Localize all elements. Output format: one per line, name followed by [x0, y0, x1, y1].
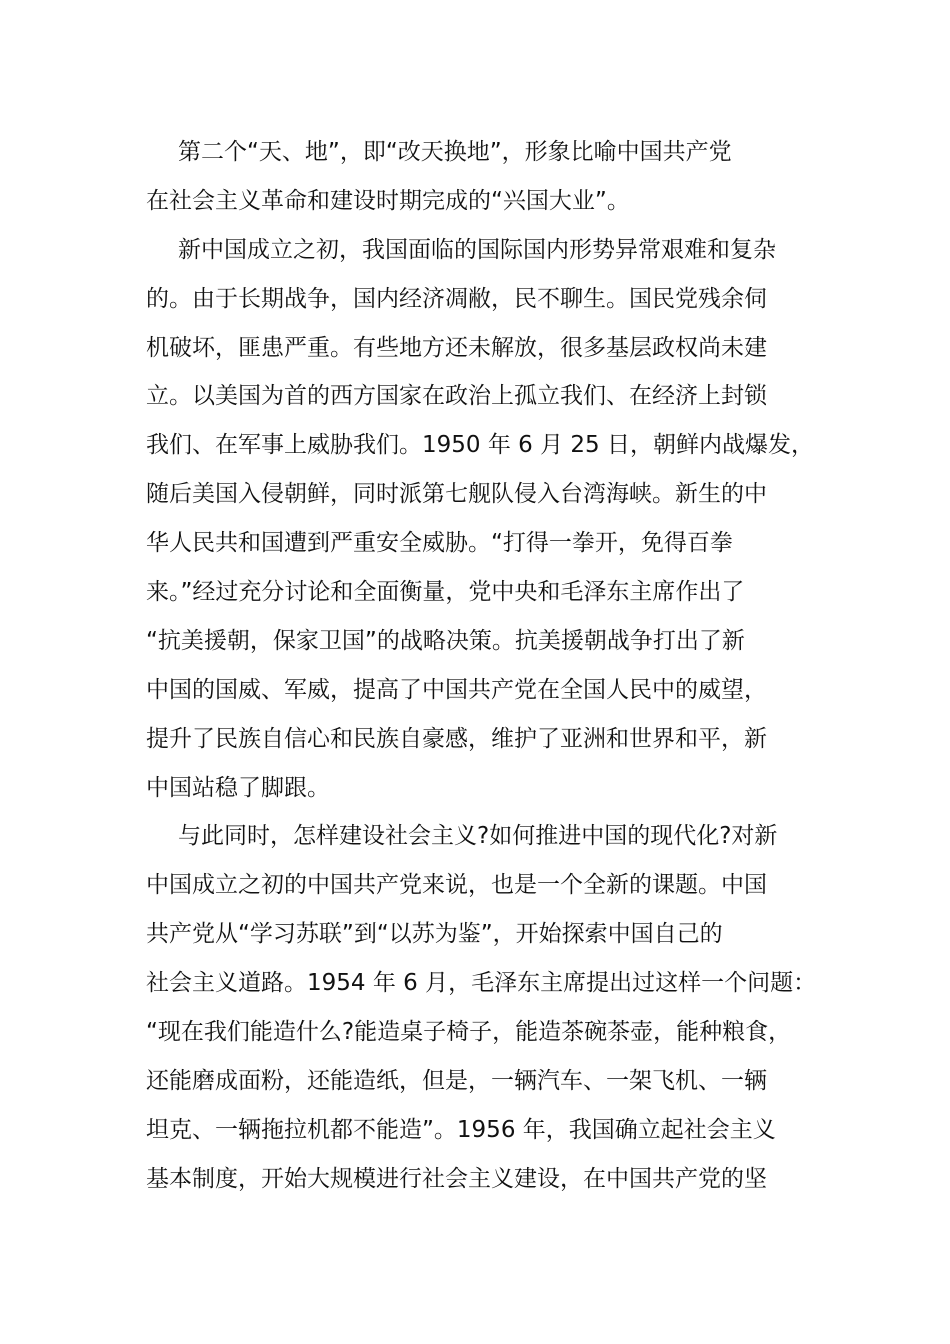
document-body	[146, 128, 826, 1204]
text-line: 中国成立之初的中国共产党来说，也是一个全新的课题。中国	[146, 872, 767, 899]
text-line: 第二个“天、地”，即“改天换地”，形象比喻中国共产党	[178, 139, 732, 165]
text-line: 在社会主义革命和建设时期完成的“兴国大业”。	[146, 187, 630, 214]
text-line: 基本制度，开始大规模进行社会主义建设，在中国共产党的坚	[146, 1165, 767, 1192]
text-line: 我们、在军事上威胁我们。1950 年 6 月 25 日，朝鲜内战爆发，	[146, 432, 814, 459]
text-line: 新中国成立之初，我国面临的国际国内形势异常艰难和复杂	[178, 236, 776, 263]
text-line: 中国站稳了脚跟。	[146, 774, 330, 801]
text-line: 共产党从“学习苏联”到“以苏为鉴”，开始探索中国自己的	[146, 921, 723, 948]
text-line: 坦克、一辆拖拉机都不能造”。1956 年，我国确立起社会主义	[146, 1116, 776, 1143]
text-line: 机破坏，匪患严重。有些地方还未解放，很多基层政权尚未建	[146, 334, 767, 361]
text-line: 的。由于长期战争，国内经济凋敝，民不聊生。国民党残余伺	[146, 285, 767, 312]
text-line: 中国的国威、军威，提高了中国共产党在全国人民中的威望，	[146, 676, 767, 703]
text-line: 随后美国入侵朝鲜，同时派第七舰队侵入台湾海峡。新生的中	[146, 481, 767, 508]
text-line: “抗美援朝，保家卫国”的战略决策。抗美援朝战争打出了新	[146, 627, 745, 654]
text-line: “现在我们能造什么?能造桌子椅子，能造茶碗茶壶，能种粮食，	[146, 1019, 792, 1046]
text-line: 华人民共和国遭到严重安全威胁。“打得一拳开，免得百拳	[146, 530, 733, 557]
text-line: 提升了民族自信心和民族自豪感，维护了亚洲和世界和平，新	[146, 725, 767, 752]
text-line: 还能磨成面粉，还能造纸，但是，一辆汽车、一架飞机、一辆	[146, 1067, 767, 1094]
text-line: 立。以美国为首的西方国家在政治上孤立我们、在经济上封锁	[146, 383, 767, 410]
text-line: 来。”经过充分讨论和全面衡量，党中央和毛泽东主席作出了	[146, 579, 745, 606]
text-line: 与此同时，怎样建设社会主义?如何推进中国的现代化?对新	[178, 823, 778, 850]
text-line: 社会主义道路。1954 年 6 月，毛泽东主席提出过这样一个问题：	[146, 970, 817, 997]
